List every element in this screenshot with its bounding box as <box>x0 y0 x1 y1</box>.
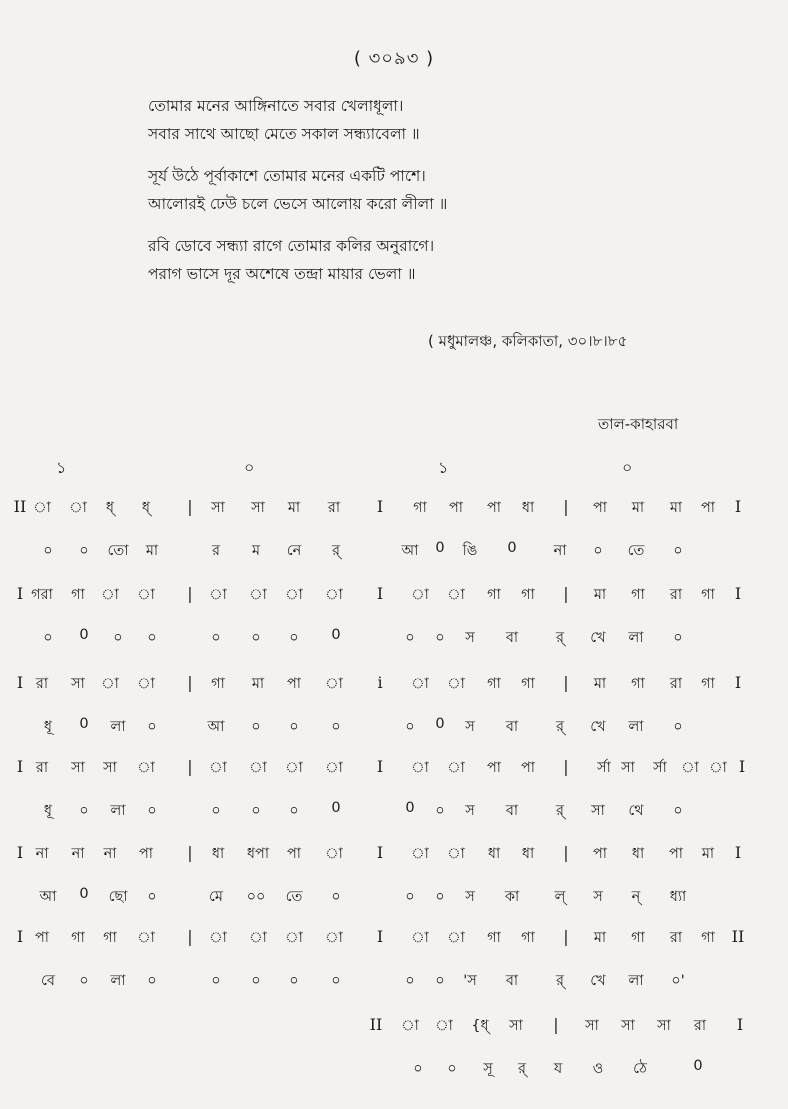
lyric-syllable: ০ <box>405 719 415 735</box>
swara-note: রা <box>669 587 683 603</box>
lyric-line: পরাগ ভাসে দূর অশেষে তন্দ্রা মায়ার ভেলা ॥ <box>148 265 416 283</box>
lyric-syllable: র <box>212 543 220 559</box>
lyric-syllable: থে <box>628 803 644 819</box>
swara-note: রা <box>327 500 341 516</box>
lyric-syllable: স <box>593 889 603 905</box>
swara-note: া <box>411 587 429 603</box>
lyric-syllable: ০ <box>673 719 683 735</box>
swara-note: পা <box>700 500 716 516</box>
lyric-syllable: য <box>553 1061 563 1077</box>
barline: I <box>16 673 24 692</box>
lyric-syllable: ০ <box>79 973 89 989</box>
barline: I <box>734 843 742 862</box>
swara-note: মা <box>593 587 607 603</box>
lyric-syllable: 0 <box>79 716 89 732</box>
lyric-syllable: লা <box>110 973 126 989</box>
lyric-syllable: ০ <box>211 973 221 989</box>
barline: | <box>187 497 193 516</box>
lyric-syllable: খে <box>590 630 606 646</box>
lyric-syllable: স <box>465 889 475 905</box>
lyric-syllable: 0 <box>507 540 517 556</box>
swara-note: মা <box>593 930 607 946</box>
lyric-syllable: র্ <box>556 803 564 819</box>
lyric-syllable: ছো <box>108 889 128 905</box>
swara-note: া <box>285 587 303 603</box>
lyric-syllable: নে <box>286 543 302 559</box>
swara-note: া <box>137 760 155 776</box>
lyric-line: রবি ডোবে সন্ধ্যা রাগে তোমার কলির অনুরাগে। <box>148 237 435 255</box>
swara-note: সা <box>71 760 85 776</box>
lyric-syllable: ০' <box>671 973 685 989</box>
barline: II <box>369 1015 383 1034</box>
swara-note: া <box>709 760 727 776</box>
swara-note: া <box>411 760 429 776</box>
swara-note: না <box>103 846 117 862</box>
lyric-syllable: মে <box>209 889 223 905</box>
swara-note: গরা <box>31 587 53 603</box>
barline: | <box>563 497 569 516</box>
lyric-syllable: র্ <box>556 973 564 989</box>
lyric-syllable: আ <box>207 719 225 735</box>
swara-note: সা <box>509 1018 523 1034</box>
lyric-syllable: লা <box>110 719 126 735</box>
swara-note: গা <box>701 587 715 603</box>
lyric-syllable: লা <box>628 630 644 646</box>
swara-note: া <box>249 930 267 946</box>
lyric-syllable: ০ <box>289 803 299 819</box>
barline: I <box>16 927 24 946</box>
barline: I <box>376 843 384 862</box>
lyric-syllable: কা <box>504 889 520 905</box>
barline: | <box>187 757 193 776</box>
swara-note: ধা <box>521 846 535 862</box>
lyric-syllable: আ <box>39 889 57 905</box>
lyric-syllable: ০ <box>79 803 89 819</box>
swara-note: া <box>447 846 465 862</box>
swara-note: গা <box>521 676 535 692</box>
lyric-syllable: বা <box>505 719 519 735</box>
lyric-syllable: ম <box>251 543 261 559</box>
lyric-syllable: ০ <box>251 973 261 989</box>
swara-note: া <box>285 760 303 776</box>
lyric-syllable: 0 <box>331 800 341 816</box>
swara-note: গা <box>103 930 117 946</box>
barline: | <box>187 584 193 603</box>
swara-note: গা <box>701 930 715 946</box>
swara-note: া <box>209 760 227 776</box>
lyric-syllable: ০ <box>289 630 299 646</box>
lyric-syllable: বা <box>505 630 519 646</box>
lyric-syllable: তে <box>627 543 645 559</box>
beat-mark: ০ <box>244 458 255 477</box>
lyric-line: আলোরই ঢেউ চলে ভেসে আলোয় করো লীলা ॥ <box>148 195 448 213</box>
barline: I <box>16 584 24 603</box>
swara-note: া <box>435 1018 453 1034</box>
lyric-syllable: 0 <box>435 716 445 732</box>
swara-note: া <box>209 587 227 603</box>
lyric-syllable: র্ <box>556 630 564 646</box>
song-number: ( ৩০৯৩ ) <box>353 48 435 69</box>
lyric-syllable: ০ <box>593 543 603 559</box>
lyric-syllable: স <box>465 803 475 819</box>
barline: | <box>563 757 569 776</box>
barline: I <box>376 584 384 603</box>
swara-note: া <box>249 587 267 603</box>
lyric-syllable: ০ <box>435 973 445 989</box>
lyric-line: সবার সাথে আছো মেতে সকাল সন্ধ্যাবেলা ॥ <box>148 125 420 143</box>
lyric-syllable: বা <box>505 803 519 819</box>
barline: II <box>13 497 27 516</box>
lyric-syllable: ০ <box>405 973 415 989</box>
swara-note: ধ্ <box>141 500 151 516</box>
barline: I <box>736 1015 744 1034</box>
beat-mark: ১ <box>56 458 67 477</box>
swara-note: না <box>35 846 49 862</box>
lyric-syllable: ০ <box>147 719 157 735</box>
swara-note: রা <box>669 930 683 946</box>
swara-note: া <box>325 676 343 692</box>
barline: I <box>734 584 742 603</box>
lyric-syllable: ০ <box>405 889 415 905</box>
swara-note: গা <box>211 676 225 692</box>
lyric-syllable: ও <box>592 1061 604 1077</box>
swara-note: া <box>681 760 699 776</box>
lyric-syllable: ধূ <box>43 719 53 735</box>
lyric-syllable: ধূ <box>43 803 53 819</box>
lyric-syllable: ০ <box>79 543 89 559</box>
lyric-syllable: 'স <box>463 973 477 989</box>
swara-note: র্সা <box>597 760 611 776</box>
swara-note: া <box>325 587 343 603</box>
barline: | <box>187 673 193 692</box>
lyric-syllable: ০০ <box>246 889 266 905</box>
lyric-syllable: ০ <box>673 543 683 559</box>
barline: I <box>734 497 742 516</box>
swara-note: া <box>101 676 119 692</box>
lyric-syllable: ০ <box>331 889 341 905</box>
swara-note: া <box>411 846 429 862</box>
swara-note: ধপা <box>246 846 270 862</box>
swara-note: গা <box>413 500 427 516</box>
swara-note: পা <box>286 846 302 862</box>
swara-note: গা <box>631 676 645 692</box>
swara-note: া <box>411 930 429 946</box>
barline: | <box>563 843 569 862</box>
lyric-syllable: 0 <box>79 886 89 902</box>
lyric-syllable: ০ <box>447 1061 457 1077</box>
swara-note: পা <box>668 846 684 862</box>
swara-note: সা <box>621 1018 635 1034</box>
swara-note: া <box>447 760 465 776</box>
swara-note: া <box>325 846 343 862</box>
lyric-syllable: ০ <box>43 630 53 646</box>
lyric-syllable: ০ <box>43 543 53 559</box>
swara-note: া <box>33 500 51 516</box>
swara-note: ধ্ <box>105 500 115 516</box>
swara-note: া <box>325 930 343 946</box>
barline: | <box>553 1015 559 1034</box>
lyric-syllable: ০ <box>251 630 261 646</box>
lyric-line: সূর্য উঠে পূর্বাকাশে তোমার মনের একটি পাশে। <box>148 167 426 185</box>
swara-note: া <box>137 930 155 946</box>
swara-note: {ধ্ <box>471 1018 489 1034</box>
lyric-syllable: র্ <box>556 719 564 735</box>
barline: | <box>563 673 569 692</box>
swara-note: পা <box>34 930 50 946</box>
lyric-syllable: ঙি <box>462 543 478 559</box>
lyric-syllable: ০ <box>211 630 221 646</box>
swara-note: া <box>325 760 343 776</box>
swara-note: ধা <box>631 846 645 862</box>
swara-note: সা <box>211 500 225 516</box>
lyric-syllable: স <box>465 719 475 735</box>
barline: | <box>187 843 193 862</box>
lyric-syllable: ০ <box>211 803 221 819</box>
lyric-syllable: ০ <box>331 719 341 735</box>
swara-note: া <box>447 676 465 692</box>
swara-note: া <box>137 587 155 603</box>
lyric-syllable: ন্ <box>631 889 641 905</box>
lyric-syllable: ঠে <box>633 1061 647 1077</box>
barline: I <box>376 757 384 776</box>
swara-note: া <box>447 587 465 603</box>
lyric-syllable: ০ <box>673 803 683 819</box>
swara-note: গা <box>521 587 535 603</box>
lyric-syllable: ০ <box>147 803 157 819</box>
swara-note: রা <box>669 676 683 692</box>
swara-note: গা <box>631 587 645 603</box>
lyric-syllable: ০ <box>147 889 157 905</box>
swara-note: া <box>447 930 465 946</box>
swara-note: ধা <box>211 846 225 862</box>
lyric-syllable: খে <box>590 719 606 735</box>
swara-note: গা <box>487 587 501 603</box>
swara-note: গা <box>701 676 715 692</box>
swara-note: মা <box>287 500 301 516</box>
swara-note: রা <box>35 760 49 776</box>
swara-note: া <box>285 930 303 946</box>
lyric-syllable: 0 <box>693 1058 703 1074</box>
swara-note: সা <box>251 500 265 516</box>
swara-note: পা <box>592 500 608 516</box>
lyric-syllable: ০ <box>147 630 157 646</box>
swara-note: গা <box>521 930 535 946</box>
lyric-syllable: খে <box>590 973 606 989</box>
swara-note: া <box>69 500 87 516</box>
lyric-syllable: লা <box>628 973 644 989</box>
swara-note: গা <box>71 930 85 946</box>
swara-note: মা <box>701 846 715 862</box>
swara-note: ধা <box>521 500 535 516</box>
lyric-syllable: র্ <box>332 543 340 559</box>
lyric-syllable: আ <box>401 543 419 559</box>
lyric-syllable: 0 <box>405 800 415 816</box>
swara-note: া <box>209 930 227 946</box>
swara-note: না <box>71 846 85 862</box>
lyric-syllable: লা <box>628 719 644 735</box>
lyric-syllable: ০ <box>435 630 445 646</box>
lyric-syllable: র্ <box>518 1061 526 1077</box>
swara-note: পা <box>520 760 536 776</box>
lyric-syllable: ০ <box>289 973 299 989</box>
swara-note: গা <box>487 930 501 946</box>
swara-note: সা <box>103 760 117 776</box>
lyric-syllable: 0 <box>435 540 445 556</box>
swara-note: সা <box>621 760 635 776</box>
taal-label: তাল-কাহারবা <box>598 415 679 433</box>
swara-note: পা <box>486 500 502 516</box>
swara-note: া <box>249 760 267 776</box>
lyric-syllable: ০ <box>405 630 415 646</box>
swara-note: া <box>401 1018 419 1034</box>
barline: i <box>377 673 383 692</box>
lyric-syllable: বে <box>41 973 55 989</box>
swara-note: পা <box>138 846 154 862</box>
swara-note: ধা <box>487 846 501 862</box>
swara-note: মা <box>669 500 683 516</box>
swara-note: মা <box>631 500 645 516</box>
source-note: ( মধুমালঞ্চ, কলিকাতা, ৩০।৮।৮৫ <box>428 332 628 350</box>
swara-note: া <box>411 676 429 692</box>
swara-note: া <box>137 676 155 692</box>
lyric-syllable: লা <box>110 803 126 819</box>
lyric-syllable: ০ <box>435 889 445 905</box>
beat-mark: ০ <box>622 458 633 477</box>
swara-note: া <box>101 587 119 603</box>
lyric-syllable: ০ <box>251 719 261 735</box>
lyric-syllable: মা <box>145 543 159 559</box>
lyric-syllable: তে <box>285 889 303 905</box>
lyric-syllable: ০ <box>435 803 445 819</box>
barline: I <box>376 497 384 516</box>
swara-note: পা <box>448 500 464 516</box>
lyric-syllable: ল্ <box>554 889 566 905</box>
lyric-syllable: ০ <box>331 973 341 989</box>
lyric-syllable: ০ <box>147 973 157 989</box>
lyric-syllable: সূ <box>483 1061 493 1077</box>
swara-note: সা <box>71 676 85 692</box>
swara-note: পা <box>486 760 502 776</box>
swara-note: র্সা <box>653 760 667 776</box>
barline: | <box>187 927 193 946</box>
swara-note: পা <box>592 846 608 862</box>
lyric-syllable: বা <box>505 973 519 989</box>
barline: I <box>734 673 742 692</box>
barline: I <box>16 757 24 776</box>
lyric-syllable: না <box>553 543 567 559</box>
lyric-syllable: ০ <box>113 630 123 646</box>
beat-mark: ১ <box>438 458 449 477</box>
lyric-syllable: 0 <box>79 627 89 643</box>
lyric-syllable: ০ <box>673 630 683 646</box>
swara-note: মা <box>251 676 265 692</box>
lyric-syllable: ০ <box>413 1061 423 1077</box>
lyric-syllable: সা <box>591 803 605 819</box>
barline: I <box>376 927 384 946</box>
swara-note: গা <box>631 930 645 946</box>
barline: II <box>731 927 745 946</box>
lyric-syllable: ০ <box>289 719 299 735</box>
swara-note: মা <box>593 676 607 692</box>
swara-note: গা <box>71 587 85 603</box>
swara-note: রা <box>35 676 49 692</box>
barline: | <box>563 584 569 603</box>
barline: I <box>738 757 746 776</box>
swara-note: সা <box>585 1018 599 1034</box>
lyric-syllable: ০ <box>251 803 261 819</box>
lyric-line: তোমার মনের আঙ্গিনাতে সবার খেলাধূলা। <box>148 97 404 115</box>
swara-note: সা <box>657 1018 671 1034</box>
barline: I <box>16 843 24 862</box>
barline: | <box>563 927 569 946</box>
lyric-syllable: ধ্যা <box>669 889 687 905</box>
lyric-syllable: স <box>465 630 475 646</box>
swara-note: রা <box>693 1018 707 1034</box>
lyric-syllable: তো <box>107 543 129 559</box>
swara-note: গা <box>487 676 501 692</box>
swara-note: পা <box>286 676 302 692</box>
lyric-syllable: 0 <box>331 627 341 643</box>
